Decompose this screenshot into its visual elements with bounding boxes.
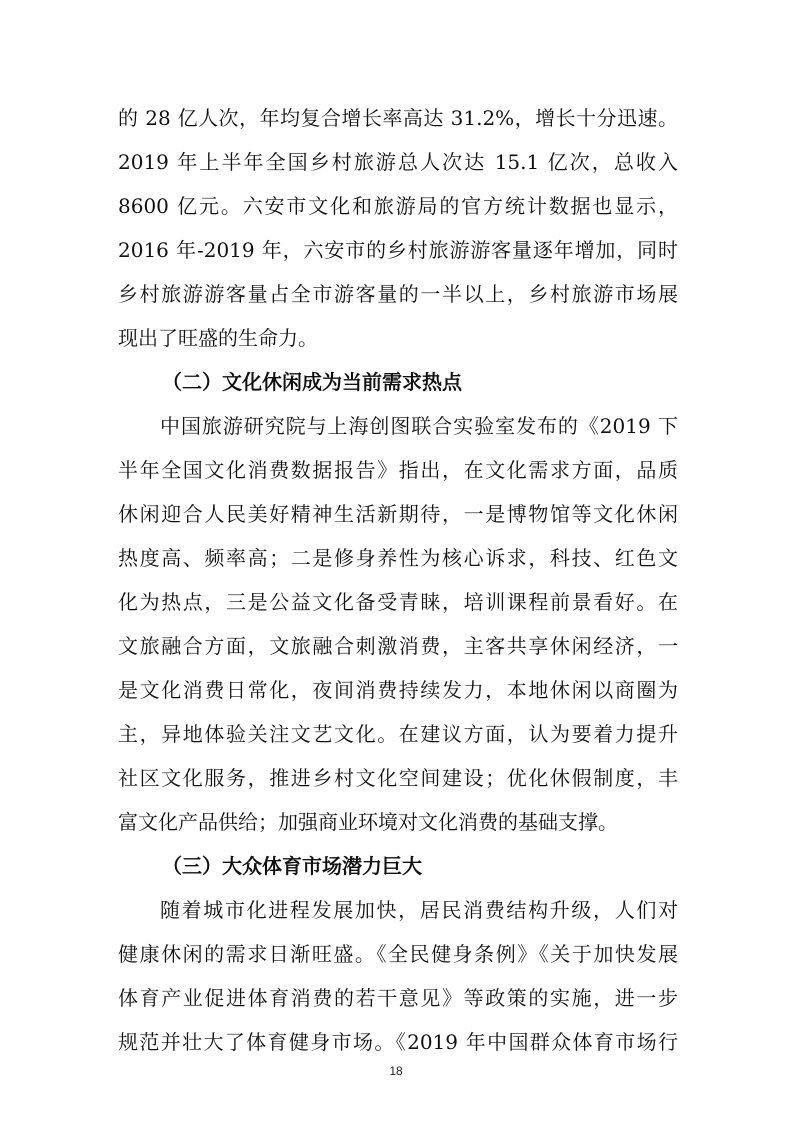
text-line: 2016 年-2019 年，六安市的乡村旅游游客量逐年增加，同时	[118, 238, 678, 262]
text-line: 2019 年上半年全国乡村旅游总人次达 15.1 亿次，总收入	[118, 150, 678, 174]
text-line: 随着城市化进程发展加快，居民消费结构升级，人们对	[160, 898, 678, 922]
text-line: 中国旅游研究院与上海创图联合实验室发布的《2019 下	[160, 414, 678, 438]
text-line: 体育产业促进体育消费的若干意见》等政策的实施，进一步	[118, 986, 678, 1010]
text-line: 热度高、频率高；二是修身养性为核心诉求，科技、红色文	[118, 546, 678, 570]
text-line: 半年全国文化消费数据报告》指出，在文化需求方面，品质	[118, 458, 678, 482]
text-line: 主，异地体验关注文艺文化。在建议方面，认为要着力提升	[118, 722, 678, 746]
text-line: 化为热点，三是公益文化备受青睐，培训课程前景看好。在	[118, 590, 678, 614]
text-line: 规范并壮大了体育健身市场。《2019 年中国群众体育市场行	[118, 1030, 678, 1054]
text-line: 乡村旅游游客量占全市游客量的一半以上，乡村旅游市场展	[118, 282, 678, 306]
text-line: 健康休闲的需求日渐旺盛。《全民健身条例》《关于加快发展	[118, 942, 678, 966]
text-line: 8600 亿元。六安市文化和旅游局的官方统计数据也显示，	[118, 194, 678, 218]
text-line: 文旅融合方面，文旅融合刺激消费，主客共享休闲经济，一	[118, 634, 678, 658]
section-heading: （三）大众体育市场潜力巨大	[162, 854, 422, 878]
page-number: 18	[389, 1064, 403, 1078]
text-line: 富文化产品供给；加强商业环境对文化消费的基础支撑。	[118, 810, 618, 834]
text-line: 是文化消费日常化，夜间消费持续发力，本地休闲以商圈为	[118, 678, 678, 702]
text-line: 现出了旺盛的生命力。	[118, 326, 318, 350]
text-line: 休闲迎合人民美好精神生活新期待，一是博物馆等文化休闲	[118, 502, 678, 526]
text-line: 社区文化服务，推进乡村文化空间建设；优化休假制度，丰	[118, 766, 678, 790]
section-heading: （二）文化休闲成为当前需求热点	[162, 370, 462, 394]
text-line: 的 28 亿人次，年均复合增长率高达 31.2%，增长十分迅速。	[118, 106, 678, 130]
